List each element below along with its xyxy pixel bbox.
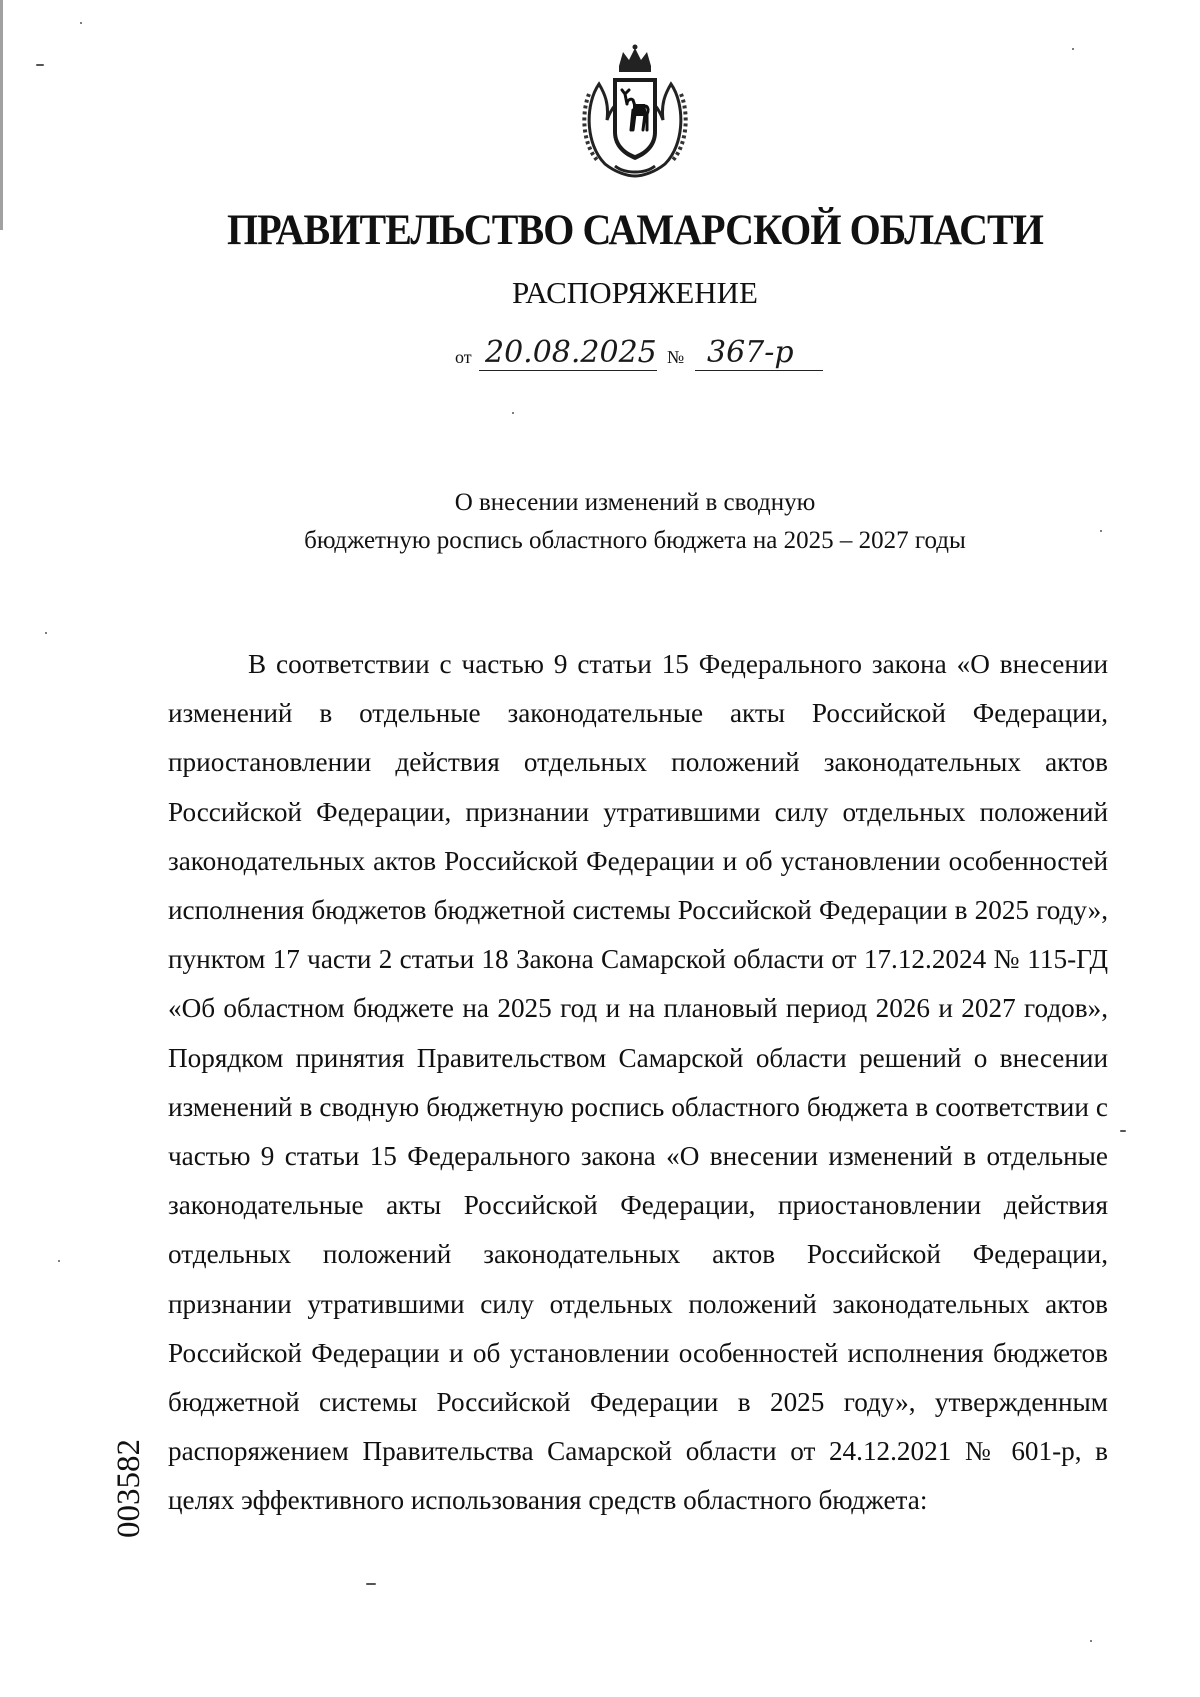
document-type-heading: РАСПОРЯЖЕНИЕ xyxy=(512,275,758,310)
scan-speck xyxy=(36,64,44,66)
scan-speck xyxy=(80,22,82,24)
date-number-line xyxy=(455,328,875,376)
scan-speck xyxy=(366,1583,376,1585)
margin-serial-number: 003582 xyxy=(111,1439,147,1538)
handwritten-number: 367-р xyxy=(707,335,794,370)
scan-speck xyxy=(45,632,47,634)
date-prefix-label: от xyxy=(455,347,472,367)
document-subject xyxy=(0,484,1200,560)
scan-speck xyxy=(58,1260,60,1262)
subject-line-2: бюджетную роспись областного бюджета на 2025 – 2027 годы xyxy=(304,527,966,554)
number-prefix-label: № xyxy=(667,347,685,367)
number-underline xyxy=(695,370,823,371)
scan-speck xyxy=(1072,48,1074,50)
samara-coat-of-arms-icon xyxy=(575,44,695,180)
scan-speck xyxy=(1090,1640,1092,1642)
body-paragraph: В соответствии с частью 9 статьи 15 Федерального закона «О внесении изменений в отдельные законодательные акты Российской Федерации, приостановлении действия отдельных положений законодательных актов Российской Федерации, признании утратившими силу отдельных положений законодательных актов Российской Федерации и об установлении особенностей исполнения бюджетов бюджетной системы Российской Федерации в 2025 году», пунктом 17 части 2 статьи 18 Закона Самарской области от 17.12.2024 № 115-ГД «Об областном бюджете на 2025 год и на плановый период 2026 и 2027 годов», Порядком принятия Правительством Самарской области решений о внесении изменений в сводную бюджетную роспись областного бюджета в соответствии с частью 9 статьи 15 Федерального закона «О внесении изменений в отдельные законодательные акты Российской Федерации, приостановлении действия отдельных положений законодательных актов Российской Федерации, признании утратившими силу отдельных положений законодательных актов Российской Федерации и об установлении особенностей исполнения бюджетов бюджетной системы Российской Федерации в 2025 году», утвержденным распоряжением Правительства Самарской области от 24.12.2021 № 601-р, в целях эффективного использования средств областного бюджета: xyxy=(168,649,1108,1516)
subject-line-1: О внесении изменений в сводную xyxy=(454,489,816,516)
date-underline xyxy=(479,370,657,371)
handwritten-date: 20.08.2025 xyxy=(485,335,657,370)
scan-speck xyxy=(1100,530,1102,532)
scan-edge-shadow xyxy=(0,0,3,230)
government-title: ПРАВИТЕЛЬСТВО САМАРСКОЙ ОБЛАСТИ xyxy=(227,207,1043,254)
scan-speck xyxy=(512,412,514,414)
scan-speck xyxy=(1120,1130,1126,1132)
